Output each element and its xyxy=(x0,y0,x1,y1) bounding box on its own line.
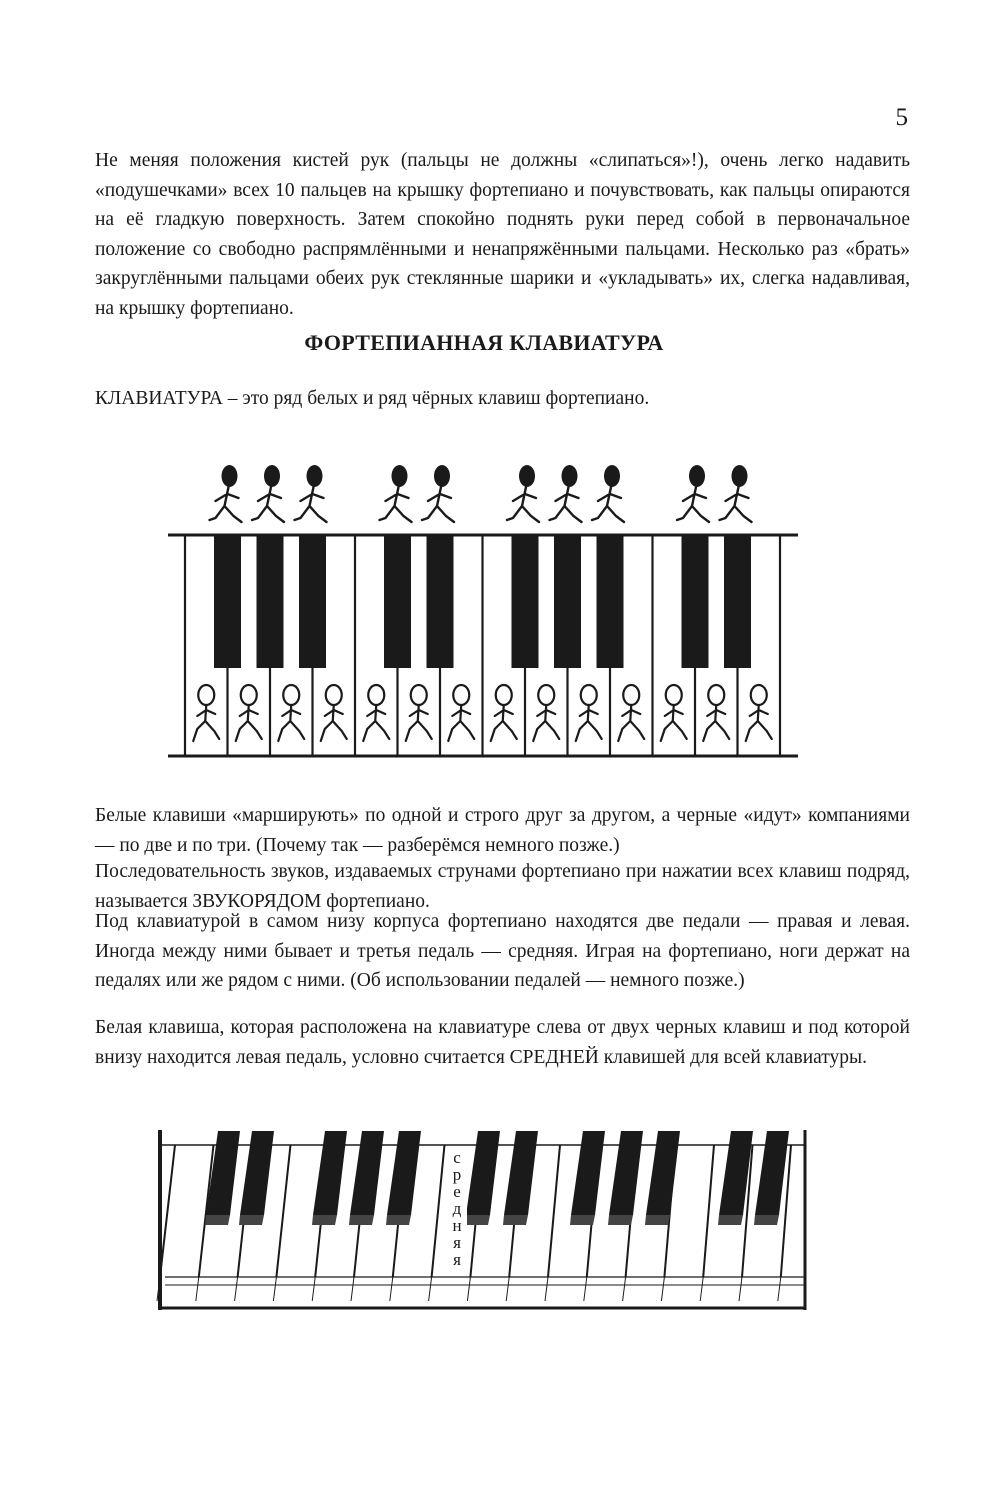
walking-figure xyxy=(295,465,327,522)
section-title: ФОРТЕПИАННАЯ КЛАВИАТУРА xyxy=(304,330,664,355)
black-key xyxy=(299,535,326,668)
walking-figure xyxy=(422,465,454,522)
black-key-front xyxy=(205,1215,230,1225)
black-key xyxy=(646,1131,680,1215)
marching-figure xyxy=(363,685,389,741)
walking-figure xyxy=(210,465,242,522)
black-key-front xyxy=(570,1215,595,1225)
marching-figure xyxy=(533,685,559,741)
white-key-front xyxy=(700,1277,703,1301)
marching-figure xyxy=(618,685,644,741)
black-key xyxy=(466,1131,500,1215)
definition-paragraph: КЛАВИАТУРА – это ряд белых и ряд чёрных клавиш фортепиано. xyxy=(95,388,650,409)
white-key-front xyxy=(739,1277,742,1301)
paragraph-middle-key: Белая клавиша, которая расположена на клавиатуре слева от двух черных клавиш и под которой внизу находится левая педаль, условно считается СРЕДНЕЙ клавишей для всей клавиатуры. xyxy=(95,1017,910,1068)
black-key xyxy=(609,1131,643,1215)
black-key xyxy=(214,535,241,668)
black-key xyxy=(240,1131,274,1215)
black-key xyxy=(512,535,539,668)
perspective-keyboard-figure xyxy=(155,1125,815,1325)
black-key xyxy=(682,535,709,668)
white-key-front xyxy=(584,1277,587,1301)
white-key-front xyxy=(351,1277,354,1301)
middle-key-label xyxy=(452,1148,461,1269)
black-key-front xyxy=(312,1215,337,1225)
white-key-divider xyxy=(160,1145,175,1277)
walking-figure xyxy=(677,465,709,522)
page-number: 5 xyxy=(895,104,908,131)
black-key-front xyxy=(386,1215,411,1225)
paragraph-intro: Не меняя положения кистей рук (пальцы не должны «слипаться»!), очень легко надавить «подушечками» всех 10 пальцев на крышку фортепиано и почувствовать, как пальцы опираются на её гладкую поверхность. Затем спокойно поднять руки перед собой в первоначальное положение со свободно распрямлёнными и ненапряжёнными пальцами. Несколько раз «брать» закруглёнными пальцами обеих рук стеклянные шарики и «укладывать» их, слегка надавливая, на крышку фортепиано. xyxy=(95,150,910,319)
marching-figure xyxy=(703,685,729,741)
white-key-divider xyxy=(276,1145,290,1277)
marching-figure xyxy=(236,685,262,741)
keyboard-keys xyxy=(168,535,798,756)
black-key xyxy=(384,535,411,668)
walking-figure xyxy=(550,465,582,522)
white-key-front xyxy=(623,1277,626,1301)
black-key xyxy=(313,1131,347,1215)
black-key-front xyxy=(465,1215,490,1225)
black-key xyxy=(724,535,751,668)
marching-figure xyxy=(576,685,602,741)
marching-figure xyxy=(321,685,347,741)
white-key-divider xyxy=(703,1145,714,1277)
white-key-front xyxy=(196,1277,199,1301)
svg-text:средняя: с р е д н я я xyxy=(452,1148,462,1269)
marching-figure xyxy=(448,685,474,741)
white-key-front xyxy=(467,1277,470,1301)
white-key-front xyxy=(506,1277,509,1301)
walking-figure xyxy=(720,465,752,522)
black-key-front xyxy=(718,1215,743,1225)
white-key-front xyxy=(390,1277,393,1301)
black-key xyxy=(597,535,624,668)
white-key-front xyxy=(273,1277,276,1301)
black-key xyxy=(571,1131,605,1215)
black-key-front xyxy=(608,1215,633,1225)
black-key xyxy=(554,535,581,668)
perspective-keys xyxy=(157,1130,805,1310)
black-key xyxy=(427,535,454,668)
walking-figure xyxy=(380,465,412,522)
white-key-front xyxy=(429,1277,432,1301)
white-key-divider xyxy=(548,1145,560,1277)
marching-figure xyxy=(193,685,219,741)
white-key-front xyxy=(778,1277,781,1301)
black-key xyxy=(755,1131,789,1215)
black-key-front xyxy=(645,1215,670,1225)
marching-figure xyxy=(661,685,687,741)
marching-figure xyxy=(278,685,304,741)
walking-figure xyxy=(592,465,624,522)
marching-figure xyxy=(406,685,432,741)
walking-figure xyxy=(252,465,284,522)
black-key xyxy=(257,535,284,668)
walking-figure xyxy=(507,465,539,522)
marching-keyboard-figure xyxy=(160,458,800,763)
white-key-front xyxy=(235,1277,238,1301)
black-key-front xyxy=(239,1215,264,1225)
white-key-front xyxy=(661,1277,664,1301)
black-key xyxy=(387,1131,421,1215)
white-key-divider xyxy=(432,1145,445,1277)
black-key xyxy=(350,1131,384,1215)
marching-figure xyxy=(491,685,517,741)
white-key-front xyxy=(545,1277,548,1301)
paragraph-pedals: Под клавиатурой в самом низу корпуса фортепиано находятся две педали — правая и левая. Иногда между ними бывает и третья педаль — средняя. Играя на фортепиано, ноги держат на педалях или же рядом с ними. (Об использовании педалей — немного позже.) xyxy=(95,911,910,991)
black-key-front xyxy=(503,1215,528,1225)
white-key-front xyxy=(312,1277,315,1301)
black-key-front xyxy=(349,1215,374,1225)
marching-figure xyxy=(746,685,772,741)
paragraph-white-keys: Белые клавиши «марширують» по одной и строго друг за другом, а черные «идут» компаниями — по две и по три. (Почему так — разберёмся немного позже.) xyxy=(95,805,910,856)
paragraph-scale: Последовательность звуков, издаваемых струнами фортепиано при нажатии всех клавиш подряд, называется ЗВУКОРЯДОМ фортепиано. xyxy=(95,861,910,912)
black-key-front xyxy=(754,1215,779,1225)
black-key xyxy=(504,1131,538,1215)
